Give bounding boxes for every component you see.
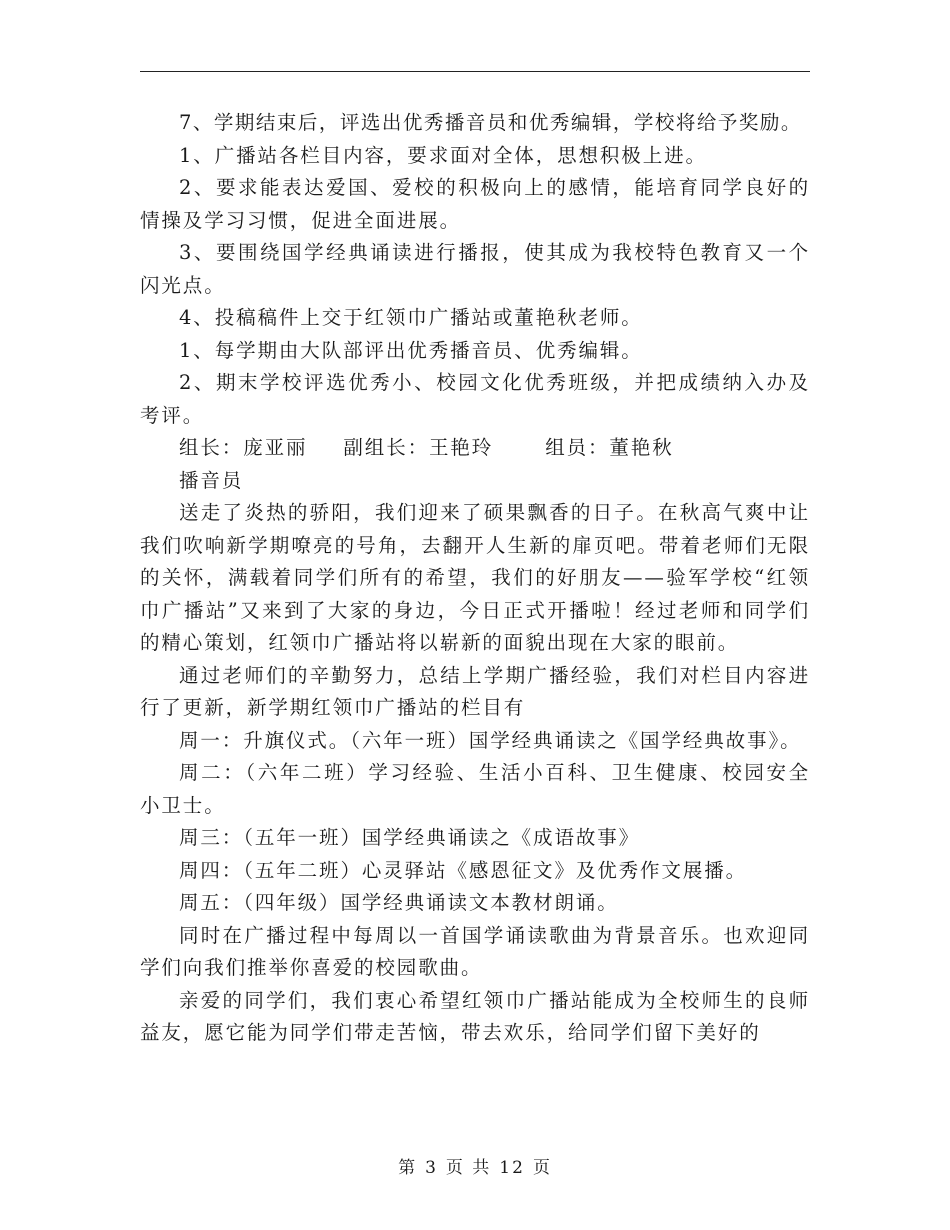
announcer-heading: 播音员 bbox=[179, 468, 244, 492]
paragraph-evaluation-2: 2、期末学校评选优秀小、校园文化优秀班级，并把成绩纳入办及考评。 bbox=[140, 371, 810, 427]
footer-total-pages: 12 bbox=[499, 1158, 525, 1178]
document-body bbox=[140, 107, 810, 1050]
paragraph-columns-intro: 通过老师们的辛勤努力，总结上学期广播经验，我们对栏目内容进行了更新，新学期红领巾广播站的栏目有 bbox=[140, 663, 810, 719]
staff-member: 组员：董艳秋 bbox=[545, 436, 674, 459]
staff-leader: 组长：庞亚丽 bbox=[179, 436, 308, 459]
schedule-wednesday: 周三：（五年一班）国学经典诵读之《成语故事》 bbox=[179, 826, 641, 849]
paragraph-award: 7、学期结束后，评选出优秀播音员和优秀编辑，学校将给予奖励。 bbox=[179, 111, 802, 134]
schedule-monday: 周一：升旗仪式。（六年一班）国学经典诵读之《国学经典故事》。 bbox=[179, 728, 802, 752]
paragraph-requirement-3: 3、要围绕国学经典诵读进行播报，使其成为我校特色教育又一个闪光点。 bbox=[140, 241, 810, 297]
paragraph-opening: 送走了炎热的骄阳，我们迎来了硕果飘香的日子。在秋高气爽中让我们吹响新学期嘹亮的号角，去翻开人生新的扉页吧。带着老师们无限的关怀，满载着同学们所有的希望，我们的好朋友——验军学校“红领巾广播站”又来到了大家的身边，今日正式开播啦！经过老师和同学们的精心策划，红领巾广播站将以崭新的面貌出现在大家的眼前。 bbox=[140, 501, 810, 654]
header-rule bbox=[140, 71, 810, 72]
schedule-friday: 周五：（四年级）国学经典诵读文本教材朗诵。 bbox=[179, 891, 619, 914]
schedule-tuesday: 周二：（六年二班）学习经验、生活小百科、卫生健康、校园安全小卫士。 bbox=[140, 761, 810, 817]
paragraph-requirement-1: 1、广播站各栏目内容，要求面对全体，思想积极上进。 bbox=[179, 143, 707, 167]
staff-deputy: 副组长：王艳玲 bbox=[343, 436, 494, 459]
footer-page-number: 3 bbox=[425, 1158, 438, 1178]
paragraph-requirement-2: 2、要求能表达爱国、爱校的积极向上的感情，能培育同学良好的情操及学习习惯，促进全面进展。 bbox=[140, 176, 810, 232]
footer-suffix: 页 bbox=[532, 1158, 552, 1178]
paragraph-closing: 亲爱的同学们，我们衷心希望红领巾广播站能成为全校师生的良师益友，愿它能为同学们带走苦恼，带去欢乐，给同学们留下美好的 bbox=[140, 988, 810, 1044]
staff-line bbox=[140, 432, 810, 465]
paragraph-evaluation-1: 1、每学期由大队部评出优秀播音员、优秀编辑。 bbox=[179, 338, 643, 362]
paragraph-music: 同时在广播过程中每周以一首国学诵读歌曲为背景音乐。也欢迎同学们向我们推举你喜爱的校园歌曲。 bbox=[140, 923, 810, 979]
footer-middle: 页 共 bbox=[445, 1158, 492, 1178]
page-footer bbox=[0, 1153, 950, 1178]
schedule-thursday: 周四：（五年二班）心灵驿站《感恩征文》及优秀作文展播。 bbox=[179, 858, 748, 882]
paragraph-requirement-4: 4、投稿稿件上交于红领巾广播站或董艳秋老师。 bbox=[179, 306, 643, 329]
footer-prefix: 第 bbox=[398, 1158, 418, 1178]
